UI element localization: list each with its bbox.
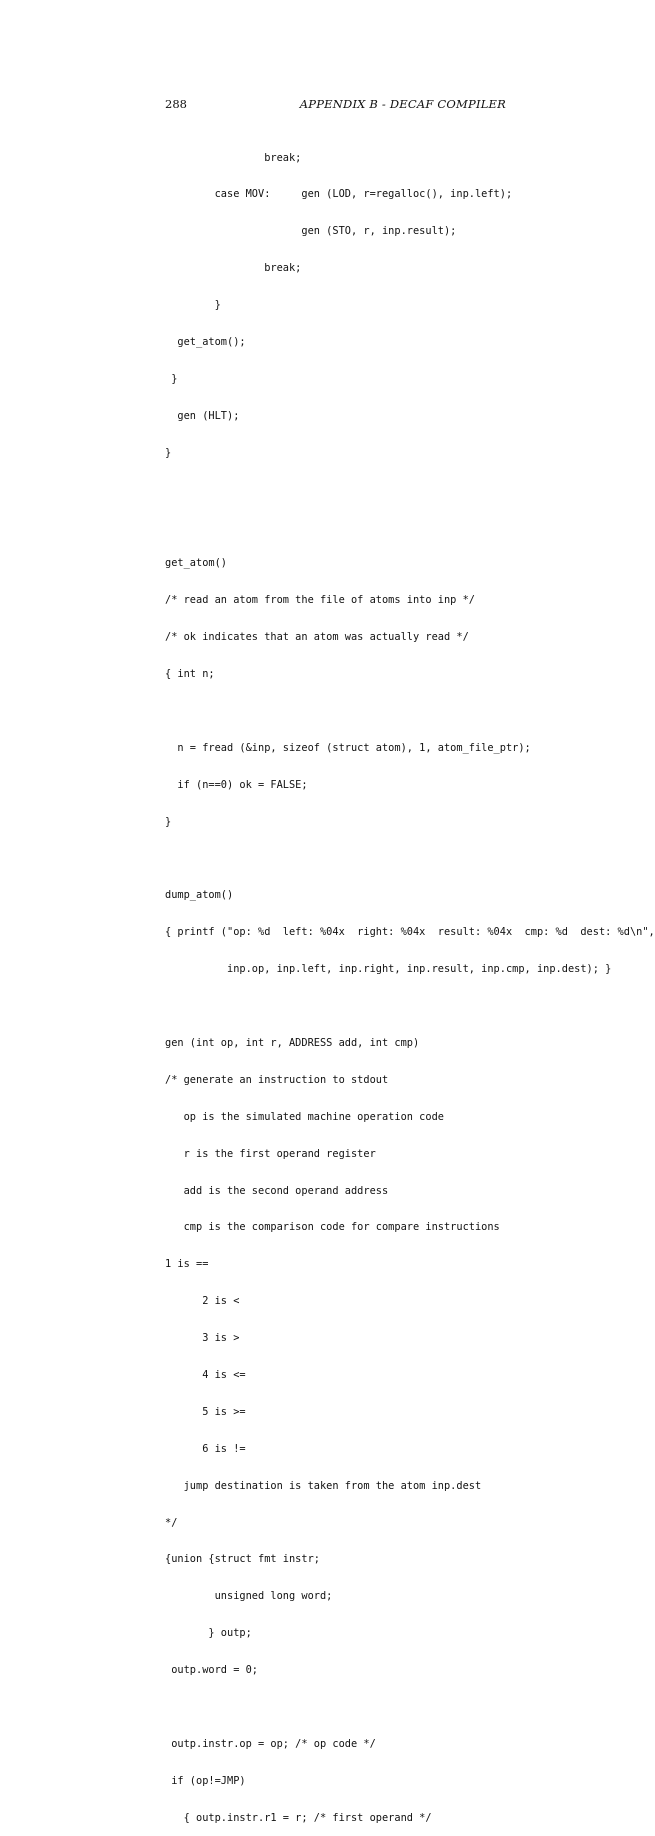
code-line: 1 is == xyxy=(165,1258,209,1271)
code-line: 6 is != xyxy=(165,1442,246,1455)
code-line: */ xyxy=(165,1516,178,1529)
code-line xyxy=(165,1000,585,1012)
code-line xyxy=(165,705,585,717)
code-line: if (op!=JMP) xyxy=(165,1774,246,1787)
code-line: { outp.instr.r1 = r; /* first operand */ xyxy=(165,1811,432,1824)
code-line: dump_atom() xyxy=(165,889,234,902)
code-line: gen (HLT); xyxy=(165,409,240,422)
code-line: break; xyxy=(165,151,302,164)
code-line: get_atom() xyxy=(165,557,227,570)
code-line: } outp; xyxy=(165,1627,252,1640)
code-line: break; xyxy=(165,262,302,275)
page-header xyxy=(165,97,506,113)
code-line: {union {struct fmt instr; xyxy=(165,1553,320,1566)
code-line: cmp is the comparison code for compare instructions xyxy=(165,1221,500,1234)
code-line: } xyxy=(165,815,172,828)
code-line: 5 is >= xyxy=(165,1405,246,1418)
code-line: if (n==0) ok = FALSE; xyxy=(165,778,308,791)
code-line: unsigned long word; xyxy=(165,1590,333,1603)
code-line: 3 is > xyxy=(165,1332,240,1345)
code-line: } xyxy=(165,372,178,385)
code-line: } xyxy=(165,446,172,459)
code-line: 4 is <= xyxy=(165,1368,246,1381)
code-line: op is the simulated machine operation code xyxy=(165,1110,444,1123)
code-line xyxy=(165,1701,585,1713)
code-line: /* ok indicates that an atom was actually read */ xyxy=(165,631,469,644)
code-listing xyxy=(165,127,655,1836)
code-line: /* generate an instruction to stdout xyxy=(165,1073,389,1086)
code-line: add is the second operand address xyxy=(165,1184,389,1197)
code-line: outp.instr.op = op; /* op code */ xyxy=(165,1737,376,1750)
code-line: get_atom(); xyxy=(165,336,246,349)
code-line: } xyxy=(165,299,221,312)
code-line xyxy=(165,484,585,496)
code-line: { printf ("op: %d left: %04x right: %04x result: %04x cmp: %d dest: %d\n", xyxy=(165,926,655,939)
running-title: APPENDIX B - DECAF COMPILER xyxy=(299,97,506,111)
code-line: jump destination is taken from the atom inp.dest xyxy=(165,1479,482,1492)
code-line: gen (int op, int r, ADDRESS add, int cmp) xyxy=(165,1036,420,1049)
code-line: r is the first operand register xyxy=(165,1147,376,1160)
code-line: inp.op, inp.left, inp.right, inp.result, inp.cmp, inp.dest); } xyxy=(165,963,612,976)
code-line: 2 is < xyxy=(165,1295,240,1308)
code-line: case MOV: gen (LOD, r=regalloc(), inp.left); xyxy=(165,188,513,201)
code-line: /* read an atom from the file of atoms into inp */ xyxy=(165,594,475,607)
code-line: n = fread (&inp, sizeof (struct atom), 1, atom_file_ptr); xyxy=(165,741,531,754)
code-line: { int n; xyxy=(165,668,215,681)
code-line xyxy=(165,521,585,533)
code-line: gen (STO, r, inp.result); xyxy=(165,225,457,238)
code-line xyxy=(165,853,585,865)
page-number: 288 xyxy=(165,97,187,111)
code-line: outp.word = 0; xyxy=(165,1664,258,1677)
